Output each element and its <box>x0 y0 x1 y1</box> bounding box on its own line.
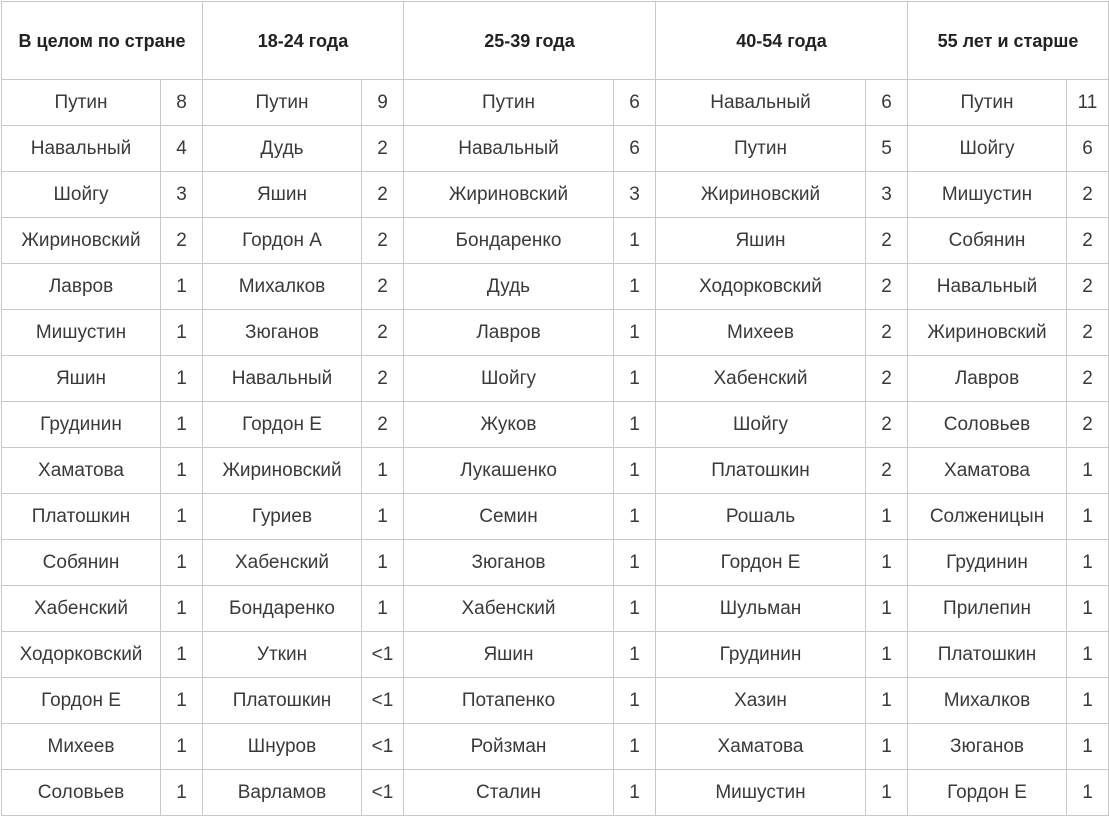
percent-value-cell: 1 <box>161 724 203 770</box>
person-name-cell: Гордон Е <box>656 540 866 586</box>
percent-value-cell: 2 <box>866 310 908 356</box>
percent-value-cell: 1 <box>614 264 656 310</box>
percent-value-cell: 2 <box>866 264 908 310</box>
header-total: В целом по стране <box>2 2 203 80</box>
percent-value-cell: 1 <box>614 494 656 540</box>
person-name-cell: Навальный <box>908 264 1067 310</box>
percent-value-cell: 1 <box>161 448 203 494</box>
person-name-cell: Шойгу <box>908 126 1067 172</box>
percent-value-cell: 2 <box>1067 218 1109 264</box>
percent-value-cell: 2 <box>362 310 404 356</box>
person-name-cell: Бондаренко <box>203 586 362 632</box>
percent-value-cell: 1 <box>614 448 656 494</box>
table-row <box>2 448 1109 494</box>
table-row <box>2 126 1109 172</box>
header-40-54: 40-54 года <box>656 2 908 80</box>
person-name-cell: Михеев <box>2 724 161 770</box>
person-name-cell: Жуков <box>404 402 614 448</box>
percent-value-cell: <1 <box>362 724 404 770</box>
percent-value-cell: 1 <box>866 724 908 770</box>
person-name-cell: Ройзман <box>404 724 614 770</box>
percent-value-cell: 1 <box>161 678 203 724</box>
percent-value-cell: 1 <box>161 586 203 632</box>
person-name-cell: Хабенский <box>404 586 614 632</box>
percent-value-cell: 2 <box>866 218 908 264</box>
person-name-cell: Гордон Е <box>2 678 161 724</box>
percent-value-cell: <1 <box>362 632 404 678</box>
person-name-cell: Солженицын <box>908 494 1067 540</box>
person-name-cell: Яшин <box>404 632 614 678</box>
person-name-cell: Гордон Е <box>203 402 362 448</box>
person-name-cell: Зюганов <box>404 540 614 586</box>
percent-value-cell: 1 <box>1067 448 1109 494</box>
percent-value-cell: 2 <box>161 218 203 264</box>
person-name-cell: Сталин <box>404 770 614 816</box>
person-name-cell: Мишустин <box>908 172 1067 218</box>
percent-value-cell: 1 <box>614 724 656 770</box>
person-name-cell: Дудь <box>203 126 362 172</box>
percent-value-cell: 1 <box>362 448 404 494</box>
person-name-cell: Рошаль <box>656 494 866 540</box>
person-name-cell: Собянин <box>2 540 161 586</box>
table-row <box>2 264 1109 310</box>
table-row <box>2 586 1109 632</box>
percent-value-cell: 2 <box>362 126 404 172</box>
percent-value-cell: 1 <box>614 402 656 448</box>
person-name-cell: Путин <box>908 80 1067 126</box>
person-name-cell: Зюганов <box>203 310 362 356</box>
percent-value-cell: 3 <box>866 172 908 218</box>
person-name-cell: Путин <box>2 80 161 126</box>
percent-value-cell: 1 <box>161 310 203 356</box>
percent-value-cell: 2 <box>866 448 908 494</box>
percent-value-cell: 3 <box>161 172 203 218</box>
person-name-cell: Лавров <box>908 356 1067 402</box>
percent-value-cell: 1 <box>161 494 203 540</box>
percent-value-cell: 1 <box>1067 678 1109 724</box>
person-name-cell: Жириновский <box>203 448 362 494</box>
person-name-cell: Жириновский <box>908 310 1067 356</box>
person-name-cell: Платошкин <box>203 678 362 724</box>
percent-value-cell: 1 <box>161 264 203 310</box>
ranking-table <box>1 1 1109 816</box>
person-name-cell: Ходорковский <box>656 264 866 310</box>
percent-value-cell: 1 <box>362 540 404 586</box>
percent-value-cell: 1 <box>866 770 908 816</box>
percent-value-cell: 2 <box>1067 264 1109 310</box>
percent-value-cell: 4 <box>161 126 203 172</box>
header-18-24: 18-24 года <box>203 2 404 80</box>
percent-value-cell: 1 <box>161 540 203 586</box>
person-name-cell: Михалков <box>908 678 1067 724</box>
table-row <box>2 770 1109 816</box>
person-name-cell: Семин <box>404 494 614 540</box>
percent-value-cell: 2 <box>362 218 404 264</box>
percent-value-cell: 1 <box>866 678 908 724</box>
person-name-cell: Михалков <box>203 264 362 310</box>
person-name-cell: Лавров <box>404 310 614 356</box>
percent-value-cell: 8 <box>161 80 203 126</box>
percent-value-cell: 1 <box>362 586 404 632</box>
person-name-cell: Гордон А <box>203 218 362 264</box>
percent-value-cell: 2 <box>1067 172 1109 218</box>
percent-value-cell: 1 <box>1067 494 1109 540</box>
header-row <box>2 2 1109 80</box>
header-25-39: 25-39 года <box>404 2 656 80</box>
person-name-cell: Яшин <box>656 218 866 264</box>
percent-value-cell: 1 <box>1067 770 1109 816</box>
person-name-cell: Гуриев <box>203 494 362 540</box>
percent-value-cell: 1 <box>866 586 908 632</box>
person-name-cell: Хаматова <box>656 724 866 770</box>
percent-value-cell: 1 <box>161 770 203 816</box>
table-row <box>2 310 1109 356</box>
percent-value-cell: 2 <box>866 402 908 448</box>
percent-value-cell: 3 <box>614 172 656 218</box>
person-name-cell: Соловьев <box>2 770 161 816</box>
percent-value-cell: 6 <box>614 80 656 126</box>
percent-value-cell: 1 <box>161 356 203 402</box>
percent-value-cell: 1 <box>614 770 656 816</box>
percent-value-cell: 2 <box>1067 356 1109 402</box>
person-name-cell: Путин <box>656 126 866 172</box>
person-name-cell: Навальный <box>203 356 362 402</box>
person-name-cell: Путин <box>203 80 362 126</box>
person-name-cell: Жириновский <box>656 172 866 218</box>
person-name-cell: Путин <box>404 80 614 126</box>
person-name-cell: Жириновский <box>2 218 161 264</box>
person-name-cell: Зюганов <box>908 724 1067 770</box>
table-row <box>2 80 1109 126</box>
person-name-cell: Платошкин <box>2 494 161 540</box>
percent-value-cell: 11 <box>1067 80 1109 126</box>
person-name-cell: Навальный <box>656 80 866 126</box>
percent-value-cell: 6 <box>614 126 656 172</box>
person-name-cell: Грудинин <box>2 402 161 448</box>
person-name-cell: Хабенский <box>656 356 866 402</box>
person-name-cell: Гордон Е <box>908 770 1067 816</box>
percent-value-cell: 1 <box>614 678 656 724</box>
percent-value-cell: 1 <box>1067 724 1109 770</box>
percent-value-cell: 5 <box>866 126 908 172</box>
person-name-cell: Грудинин <box>908 540 1067 586</box>
person-name-cell: Соловьев <box>908 402 1067 448</box>
person-name-cell: Хабенский <box>203 540 362 586</box>
person-name-cell: Жириновский <box>404 172 614 218</box>
person-name-cell: Навальный <box>404 126 614 172</box>
person-name-cell: Яшин <box>2 356 161 402</box>
percent-value-cell: 6 <box>1067 126 1109 172</box>
person-name-cell: Варламов <box>203 770 362 816</box>
percent-value-cell: 1 <box>866 632 908 678</box>
person-name-cell: Уткин <box>203 632 362 678</box>
person-name-cell: Потапенко <box>404 678 614 724</box>
percent-value-cell: 1 <box>614 356 656 402</box>
percent-value-cell: <1 <box>362 770 404 816</box>
person-name-cell: Лукашенко <box>404 448 614 494</box>
percent-value-cell: <1 <box>362 678 404 724</box>
person-name-cell: Хаматова <box>2 448 161 494</box>
person-name-cell: Лавров <box>2 264 161 310</box>
person-name-cell: Собянин <box>908 218 1067 264</box>
percent-value-cell: 1 <box>614 632 656 678</box>
table-row <box>2 494 1109 540</box>
person-name-cell: Шнуров <box>203 724 362 770</box>
table-row <box>2 356 1109 402</box>
percent-value-cell: 2 <box>1067 402 1109 448</box>
percent-value-cell: 1 <box>866 540 908 586</box>
percent-value-cell: 2 <box>362 356 404 402</box>
person-name-cell: Шульман <box>656 586 866 632</box>
person-name-cell: Шойгу <box>656 402 866 448</box>
percent-value-cell: 1 <box>362 494 404 540</box>
person-name-cell: Прилепин <box>908 586 1067 632</box>
percent-value-cell: 1 <box>161 402 203 448</box>
person-name-cell: Шойгу <box>404 356 614 402</box>
percent-value-cell: 2 <box>866 356 908 402</box>
person-name-cell: Хаматова <box>908 448 1067 494</box>
person-name-cell: Платошкин <box>908 632 1067 678</box>
percent-value-cell: 1 <box>1067 632 1109 678</box>
person-name-cell: Платошкин <box>656 448 866 494</box>
table-row <box>2 724 1109 770</box>
percent-value-cell: 1 <box>614 218 656 264</box>
percent-value-cell: 1 <box>866 494 908 540</box>
person-name-cell: Мишустин <box>2 310 161 356</box>
person-name-cell: Грудинин <box>656 632 866 678</box>
person-name-cell: Мишустин <box>656 770 866 816</box>
person-name-cell: Михеев <box>656 310 866 356</box>
person-name-cell: Шойгу <box>2 172 161 218</box>
percent-value-cell: 9 <box>362 80 404 126</box>
percent-value-cell: 1 <box>1067 540 1109 586</box>
percent-value-cell: 2 <box>362 172 404 218</box>
person-name-cell: Яшин <box>203 172 362 218</box>
percent-value-cell: 6 <box>866 80 908 126</box>
percent-value-cell: 2 <box>362 264 404 310</box>
percent-value-cell: 1 <box>614 310 656 356</box>
table-row <box>2 632 1109 678</box>
header-55-plus: 55 лет и старше <box>908 2 1109 80</box>
percent-value-cell: 1 <box>614 586 656 632</box>
table-row <box>2 172 1109 218</box>
percent-value-cell: 1 <box>161 632 203 678</box>
table-row <box>2 402 1109 448</box>
person-name-cell: Ходорковский <box>2 632 161 678</box>
person-name-cell: Хазин <box>656 678 866 724</box>
table-row <box>2 218 1109 264</box>
percent-value-cell: 2 <box>362 402 404 448</box>
person-name-cell: Навальный <box>2 126 161 172</box>
table-row <box>2 678 1109 724</box>
table-body <box>2 80 1109 816</box>
person-name-cell: Бондаренко <box>404 218 614 264</box>
table-row <box>2 540 1109 586</box>
person-name-cell: Хабенский <box>2 586 161 632</box>
percent-value-cell: 1 <box>614 540 656 586</box>
person-name-cell: Дудь <box>404 264 614 310</box>
percent-value-cell: 2 <box>1067 310 1109 356</box>
percent-value-cell: 1 <box>1067 586 1109 632</box>
